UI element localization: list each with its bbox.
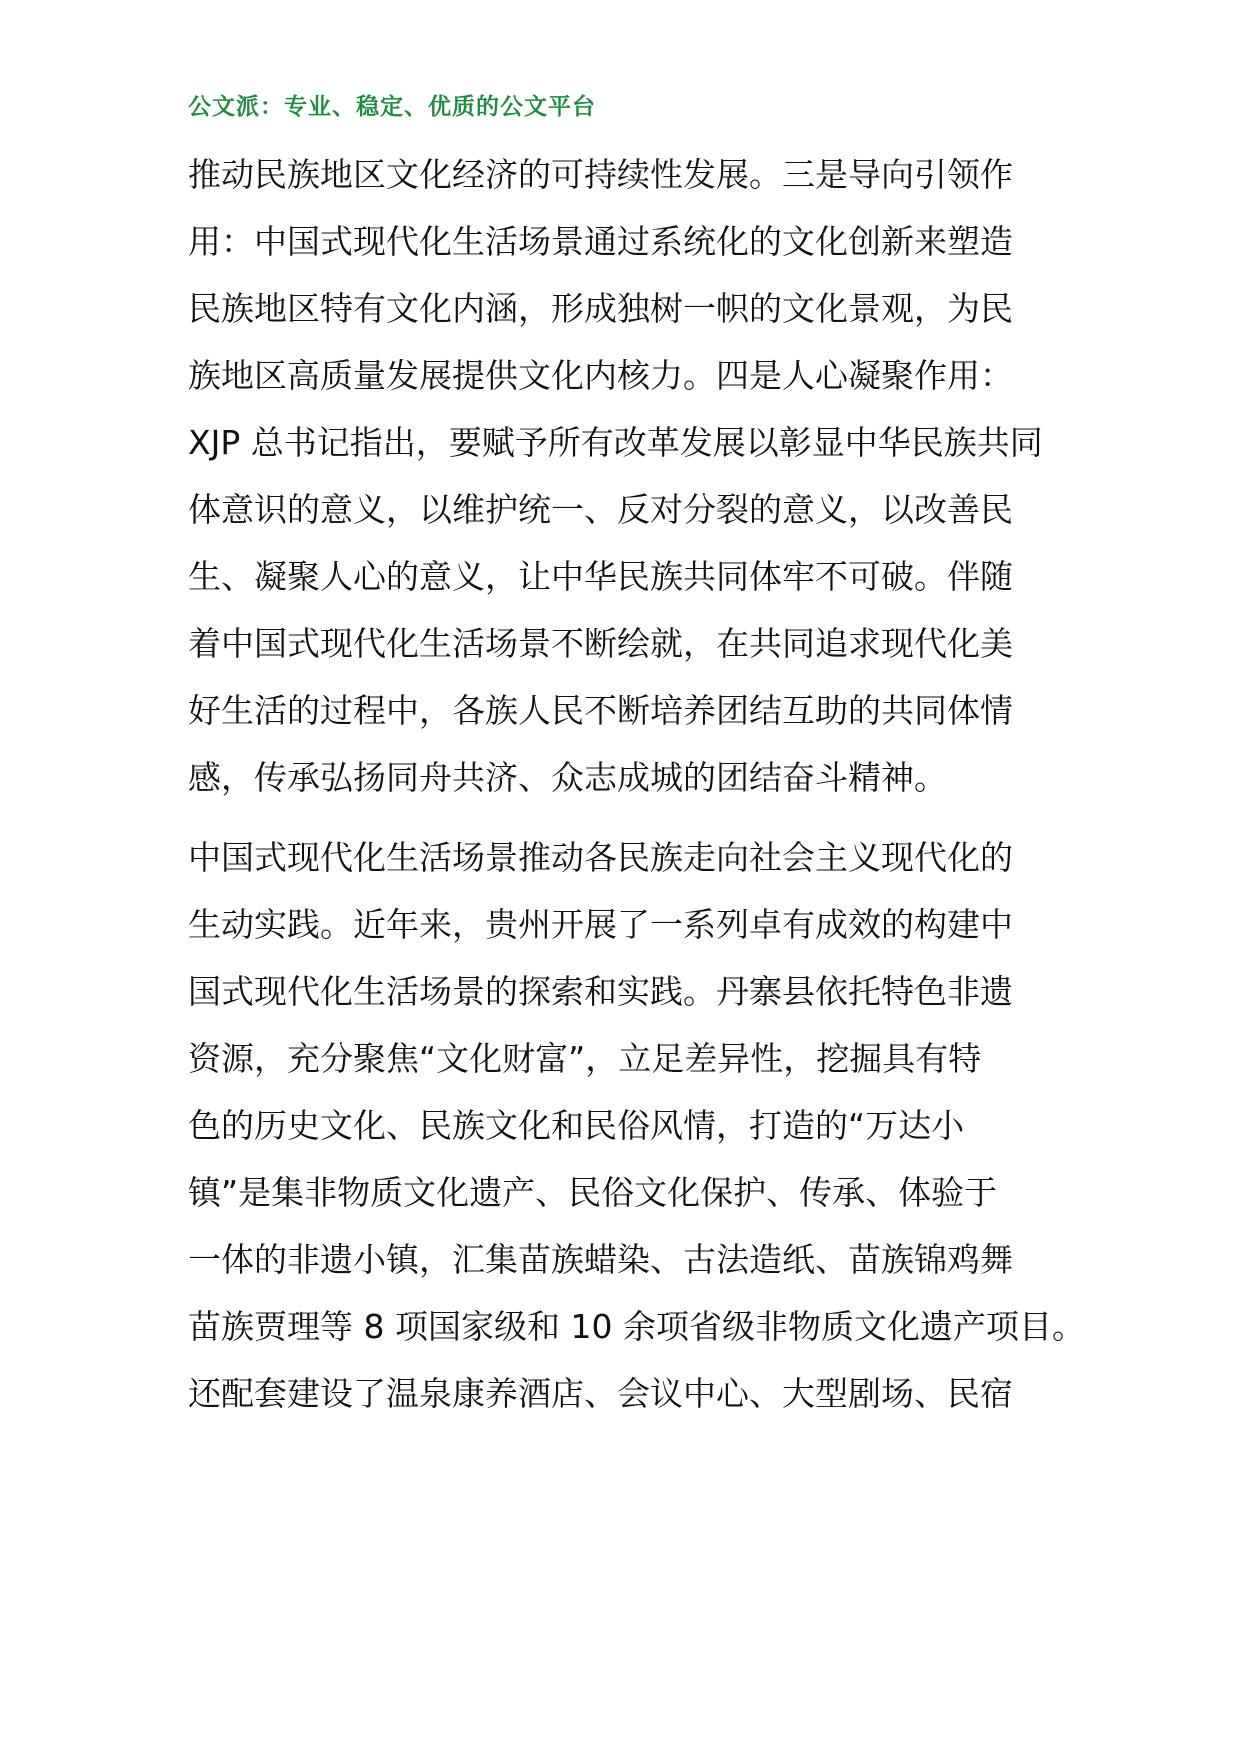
paragraph-line: 一体的非遗小镇，汇集苗族蜡染、古法造纸、苗族锦鸡舞: [188, 1240, 1013, 1279]
paragraph-line: 苗族贾理等 8 项国家级和 10 余项省级非物质文化遗产项目。: [188, 1307, 1085, 1346]
paragraph-line: 推动民族地区文化经济的可持续性发展。三是导向引领作: [188, 155, 1013, 194]
paragraph-line: XJP 总书记指出，要赋予所有改革发展以彰显中华民族共同: [188, 423, 1043, 462]
paragraph-line: 镇”是集非物质文化遗产、民俗文化保护、传承、体验于: [188, 1173, 998, 1212]
paragraph-line: 生、凝聚人心的意义，让中华民族共同体牢不可破。伴随: [188, 557, 1013, 596]
paragraph-line: 中国式现代化生活场景推动各民族走向社会主义现代化的: [188, 838, 1013, 877]
paragraph-line: 体意识的意义，以维护统一、反对分裂的意义，以改善民: [188, 490, 1013, 529]
paragraph-line: 资源，充分聚焦“文化财富”，立足差异性，挖掘具有特: [188, 1039, 982, 1078]
paragraph-line: 色的历史文化、民族文化和民俗风情，打造的“万达小: [188, 1106, 965, 1145]
paragraph-line: 感，传承弘扬同舟共济、众志成城的团结奋斗精神。: [188, 758, 947, 797]
paragraph-line: 族地区高质量发展提供文化内核力。四是人心凝聚作用：: [188, 356, 1013, 395]
paragraph-line: 国式现代化生活场景的探索和实践。丹寨县依托特色非遗: [188, 972, 1013, 1011]
paragraph-line: 着中国式现代化生活场景不断绘就，在共同追求现代化美: [188, 624, 1013, 663]
paragraph-line: 民族地区特有文化内涵，形成独树一帜的文化景观，为民: [188, 289, 1013, 328]
paragraph-line: 好生活的过程中，各族人民不断培养团结互助的共同体情: [188, 691, 1013, 730]
paragraph-line: 用：中国式现代化生活场景通过系统化的文化创新来塑造: [188, 222, 1013, 261]
paragraph-line: 生动实践。近年来，贵州开展了一系列卓有成效的构建中: [188, 905, 1013, 944]
paragraph-line: 还配套建设了温泉康养酒店、会议中心、大型剧场、民宿: [188, 1374, 1013, 1413]
page-header-title: 公文派：专业、稳定、优质的公文平台: [188, 93, 596, 120]
